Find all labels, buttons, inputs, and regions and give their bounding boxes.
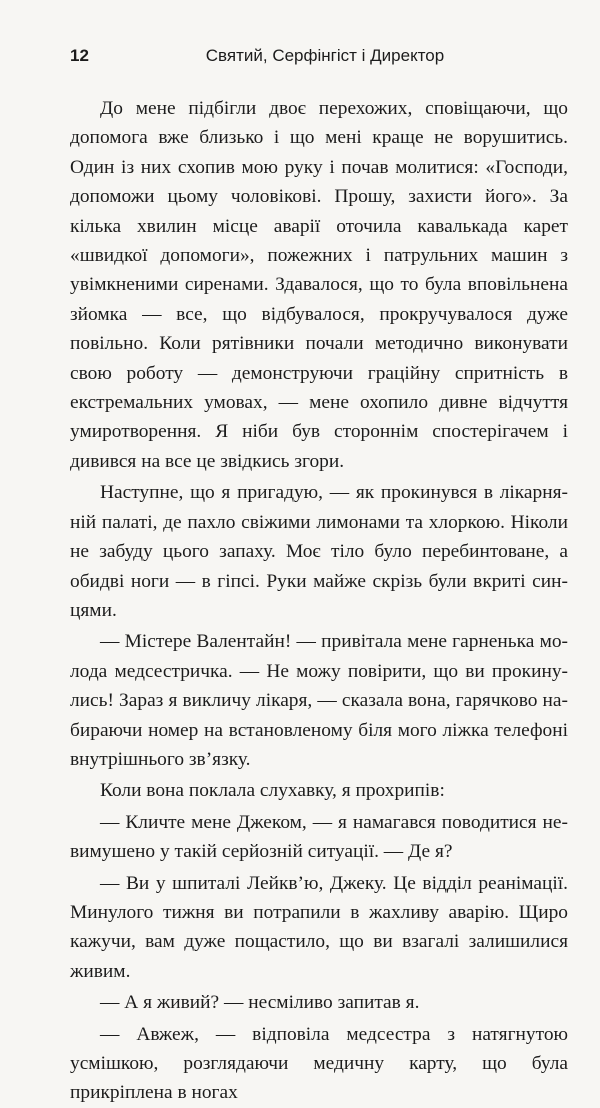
paragraph: Коли вона поклала слухавку, я прохрипів:: [100, 780, 445, 802]
paragraph: — А я живий? — несміливо запитав я.: [100, 992, 420, 1014]
paragraph: — Кличте мене Джеком, — я намагався поводитися невимушено у такій серйозній ситуації. — Де я?: [70, 811, 568, 863]
paragraph: Наступне, що я пригадую, — як прокинувся в лікарняній палаті, де пахло свіжими лимонами та хлоркою. Ніколи не забуду цього запаху. Моє тіло було перебинтоване, а обидві ноги — в гіпсі. Руки майже скрізь були вкриті синцями.: [70, 482, 568, 621]
paragraph: — Авжеж, — відповіла медсестра з натягнутою усмішкою, розглядаючи медичну карту, що була прикріплена в ногах: [70, 1023, 568, 1104]
body-text: [70, 94, 568, 1108]
page-number: 12: [70, 46, 89, 65]
page-header: [70, 46, 560, 70]
paragraph: — Містере Валентайн! — привітала мене гарненька молода медсестричка. — Не можу повірити, що ви прокинулись! Зараз я викличу лікаря, — сказала вона, гарячково набираючи номер на встановленому біля мого ліжка телефоні внутрішнього зв’язку.: [70, 631, 568, 770]
paragraph: До мене підбігли двоє перехожих, сповіщаючи, що допомога вже близько і що мені краще не ворушитись. Один із них схопив мою руку і почав молитися: «Господи, допоможи цьому чоловікові. Прошу, захисти його». За кілька хвилин місце аварії оточила кавалькада карет «швидкої допомоги», пожежних і патрульних машин з увімкненими сиренами. Здавалося, що то була вповільнена зйомка — все, що відбувалося, прокручувалося дуже повільно. Коли рятівники почали методично виконувати свою роботу — демонструючи граційну спритність в екстремальних умовах, — мене охопило дивне відчуття умиротворення. Я ніби був стороннім спостерігачем і дивився на все це звідкись згори.: [70, 98, 568, 472]
paragraph: — Ви у шпиталі Лейкв’ю, Джеку. Це відділ реанімації. Минулого тижня ви потрапили в жахливу аварію. Щиро кажучи, вам дуже пощастило, що ви взагалі залишилися живим.: [70, 872, 568, 982]
running-title: Святий, Серфінгіст і Директор: [205, 46, 445, 65]
